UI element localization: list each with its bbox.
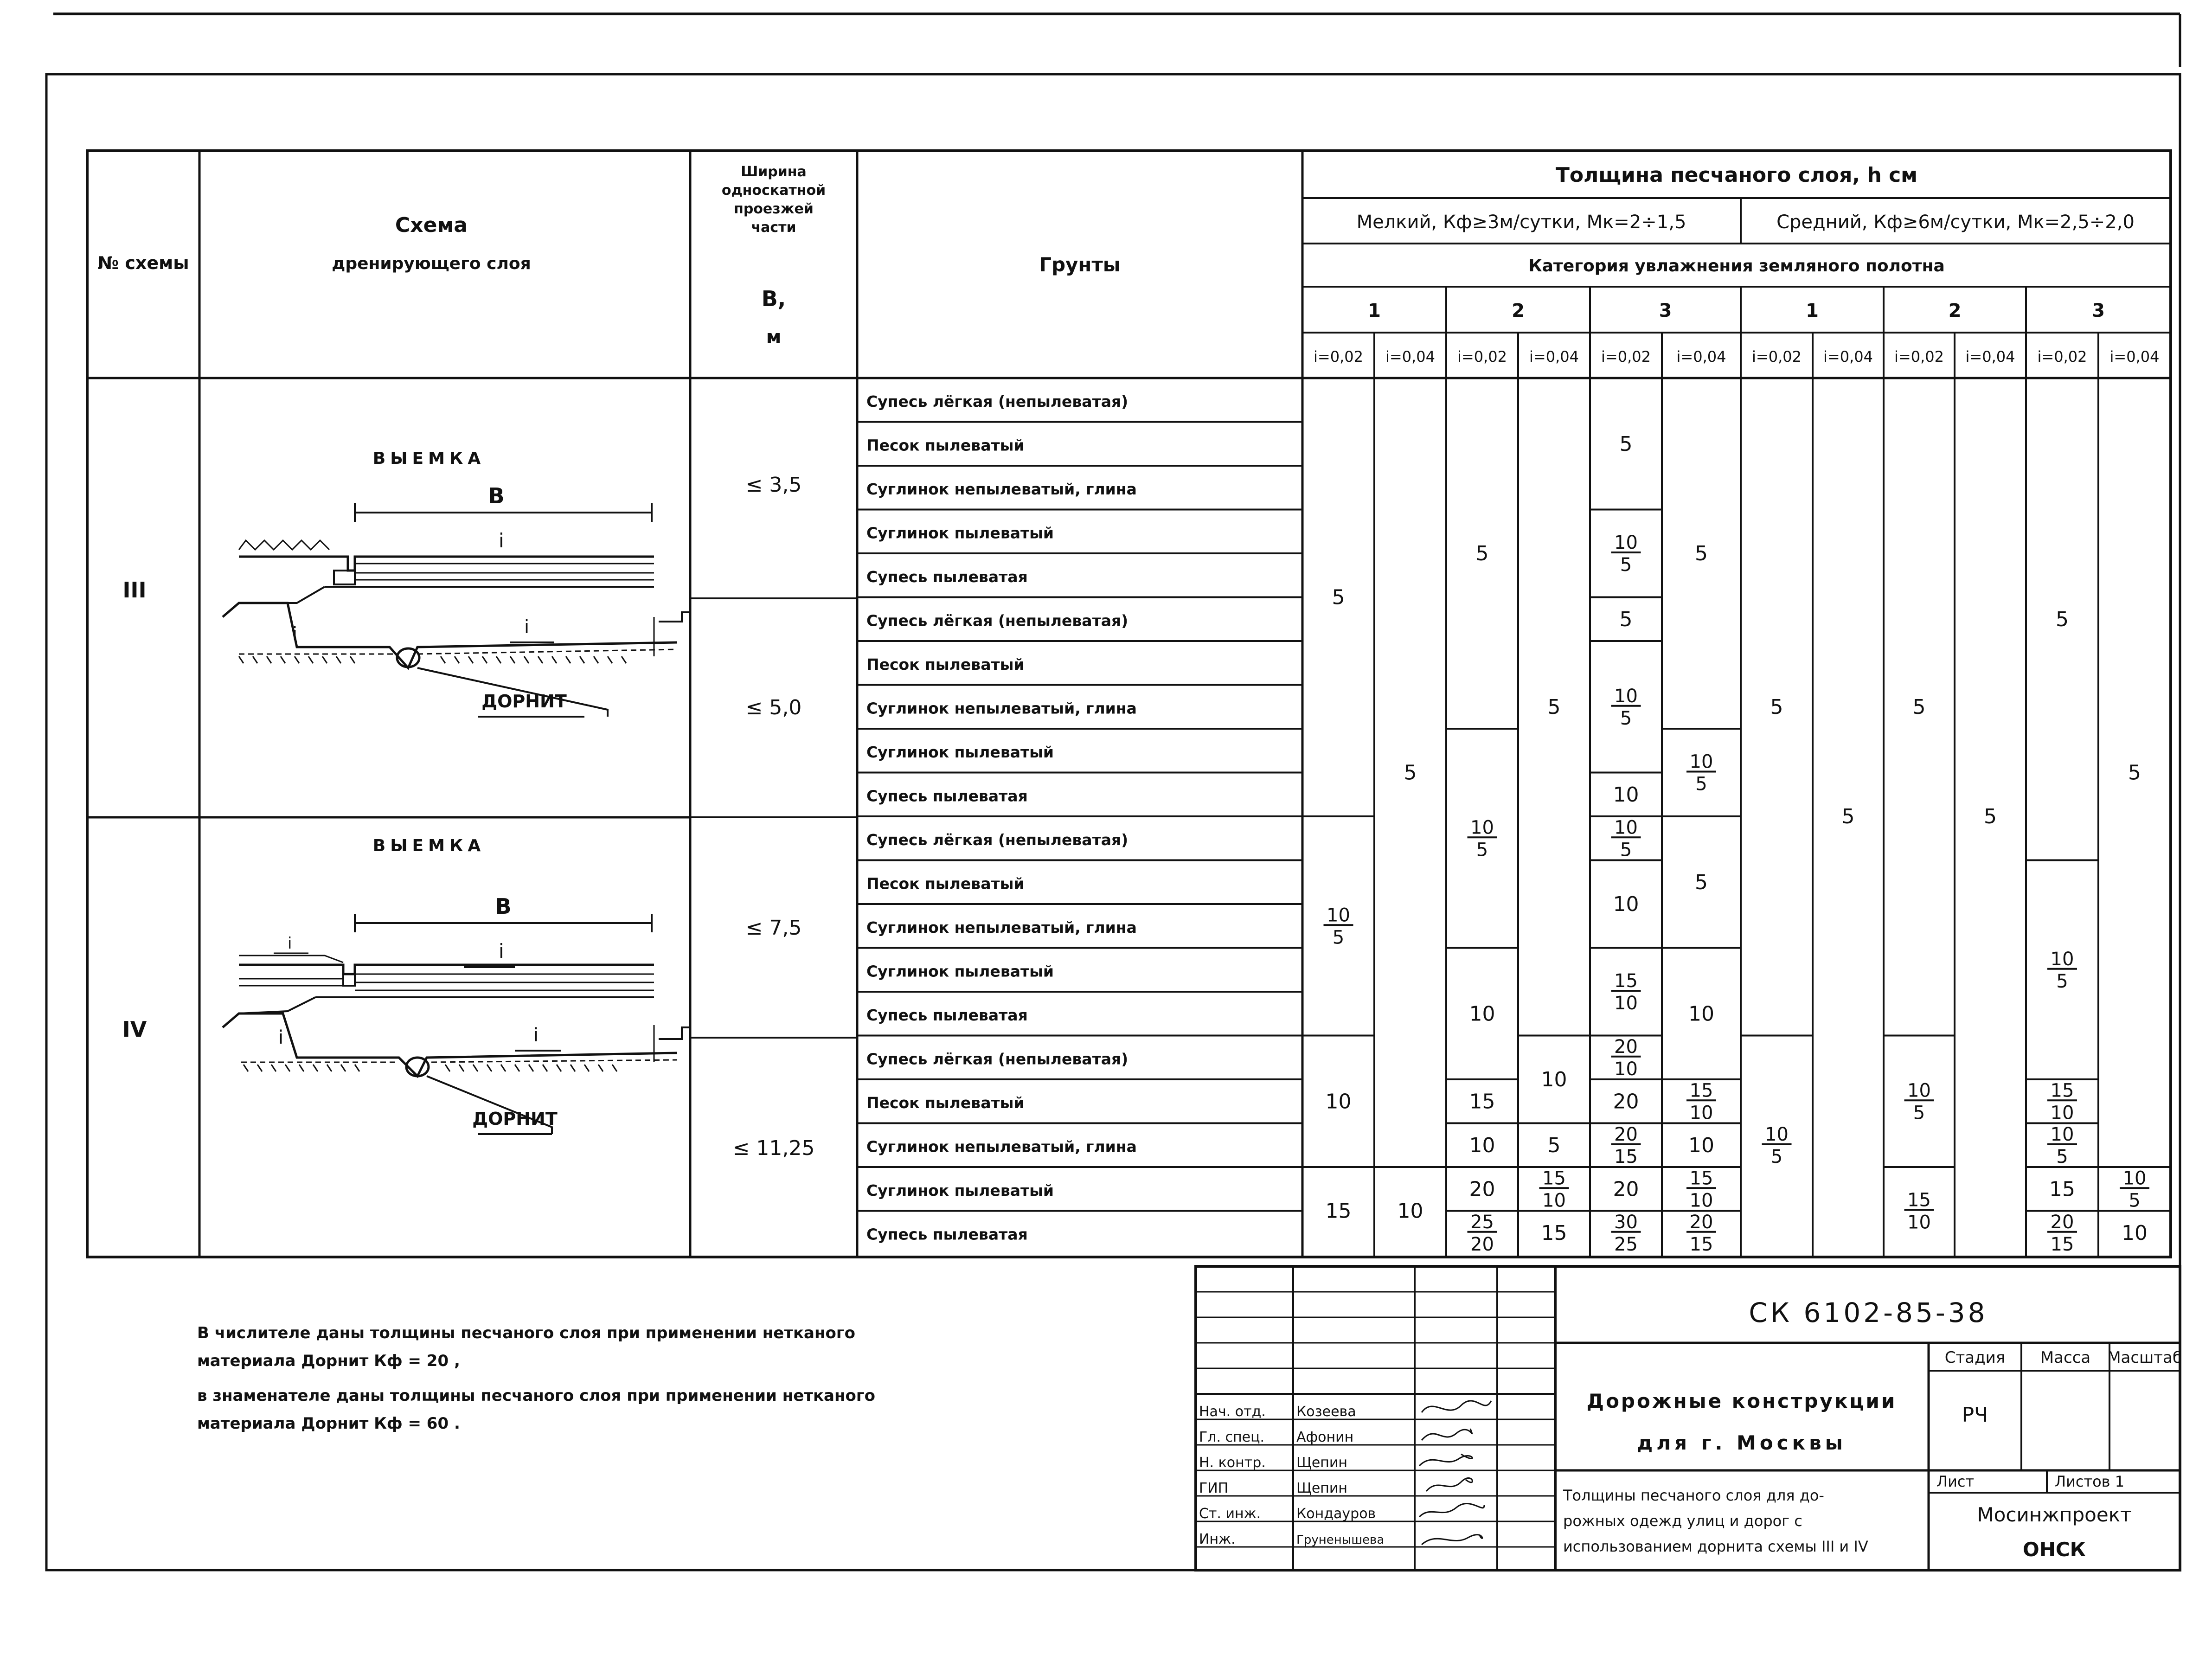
soil-name: Суглинок пылеватый [866,743,1054,761]
header-width-unit: м [766,327,782,348]
person-name: Щепин [1296,1455,1347,1471]
fraction-value [1686,1080,1716,1123]
soil-name: Песок пылеватый [866,655,1025,674]
category-number: 3 [2092,300,2105,321]
thickness-value: 10 [1688,1002,1714,1026]
numerator: 30 [1614,1211,1638,1233]
thickness-value: 5 [1912,695,1926,719]
numerator: 10 [2122,1167,2147,1189]
denominator: 5 [1695,773,1707,795]
numerator: 25 [1470,1211,1494,1233]
soil-name: Песок пылеватый [866,436,1025,455]
denominator: 5 [1332,927,1345,949]
person-name: Козеева [1296,1404,1356,1420]
slope-header: i=0,02 [1457,348,1507,366]
soil-name: Суглинок непылеватый, глина [866,1137,1137,1156]
numerator: 10 [2050,1123,2074,1145]
sheet-label: Лист [1936,1473,1975,1490]
soil-name: Суглинок пылеватый [866,1181,1054,1200]
fraction-value [1611,1124,1641,1167]
numerator: 10 [1327,904,1350,926]
notes [197,1324,875,1433]
soil-name: Суглинок непылеватый, глина [866,480,1137,498]
denominator: 5 [2056,970,2068,992]
category-number: 1 [1806,300,1819,321]
denominator: 10 [1542,1190,1566,1212]
denominator: 15 [1689,1233,1713,1255]
thickness-value: 5 [1547,695,1561,719]
table-header [97,163,2159,366]
fraction-value [1762,1124,1792,1167]
role-label: Гл. спец. [1199,1429,1265,1445]
slope-letter: i [278,1027,284,1048]
thickness-value: 10 [1469,1133,1495,1157]
numerator: 20 [2050,1211,2074,1233]
category-number: 1 [1368,300,1381,321]
note-line: материала Дорнит Кф = 60 . [197,1414,460,1433]
denominator: 5 [2056,1146,2068,1167]
slope-header: i=0,04 [1529,348,1579,366]
stamp-subtitle-2: рожных одежд улиц и дорог с [1563,1512,1802,1530]
header-soils: Грунты [1039,253,1121,276]
thickness-value: 5 [1770,695,1783,719]
thickness-value: 15 [1541,1221,1567,1245]
scheme-number-iii: III [122,577,147,603]
fraction-value [2047,1124,2077,1167]
stamp-subtitle-3: использованием дорнита схемы III и IV [1563,1538,1868,1555]
role-label: Нач. отд. [1199,1404,1266,1420]
thickness-value: 5 [1475,542,1489,565]
thickness-value: 5 [1404,761,1417,785]
soil-name: Песок пылеватый [866,874,1025,893]
slope-header: i=0,04 [1385,348,1435,366]
thickness-value: 10 [2122,1221,2148,1245]
thickness-value: 10 [1469,1002,1495,1026]
cut-label: ВЫЕМКА [372,449,486,468]
role-label: Инж. [1199,1531,1236,1547]
category-number: 3 [1659,300,1672,321]
width-value: ≤ 7,5 [745,916,802,940]
scheme-drawing-iv [223,836,689,1134]
dornit-label: ДОРНИТ [481,691,567,712]
slope-header: i=0,04 [1676,348,1726,366]
fraction-value [1904,1080,1934,1123]
numerator: 20 [1614,1123,1638,1145]
denominator: 5 [1913,1102,1925,1124]
fraction-value [1611,686,1641,729]
person-name: Афонин [1296,1429,1354,1445]
thickness-value: 5 [1984,805,1997,828]
role-label: Н. контр. [1199,1455,1266,1471]
slope-letter: i [499,529,504,552]
soil-name: Супесь пылеватая [866,568,1028,586]
scheme-numbers [122,577,147,1042]
header-sand-medium: Средний, Кф≥6м/сутки, Мк=2,5÷2,0 [1776,212,2135,233]
slope-header: i=0,02 [1752,348,1802,366]
slope-letter: i [524,616,530,638]
denominator: 5 [1476,839,1488,861]
person-name: Груненышева [1296,1533,1385,1547]
fraction-value [1686,1212,1716,1255]
numerator: 15 [1542,1167,1566,1189]
denominator: 15 [2050,1233,2074,1255]
width-letter: В [488,483,505,508]
thickness-value: 5 [1547,1133,1561,1157]
thickness-value: 5 [1619,432,1633,456]
fraction-value [1324,904,1353,948]
thickness-value: 5 [1841,805,1855,828]
thickness-value: 10 [1541,1068,1567,1091]
thickness-value: 10 [1613,783,1639,807]
fraction-value [1468,1212,1497,1255]
header-category: Категория увлажнения земляного полотна [1528,257,1945,276]
slope-header: i=0,02 [2037,348,2087,366]
organization-name: Мосинжпроект [1977,1503,2132,1526]
fraction-value [1611,817,1641,860]
fraction-value [2047,949,2077,992]
person-name: Щепин [1296,1480,1347,1496]
numerator: 15 [2050,1080,2074,1102]
scale-label: Масштаб [2107,1348,2182,1367]
thickness-value: 5 [2128,761,2141,785]
denominator: 20 [1470,1233,1494,1255]
numerator: 10 [1689,751,1713,773]
soil-name: Супесь лёгкая (непылеватая) [866,1050,1128,1068]
fraction-value [1686,1167,1716,1211]
thickness-value: 5 [1695,870,1708,894]
header-width-3: проезжей [734,201,814,217]
soil-names [866,392,1137,1244]
denominator: 5 [1620,839,1632,861]
thickness-value: 10 [1688,1133,1714,1157]
soil-name: Супесь лёгкая (непылеватая) [866,611,1128,630]
slope-header: i=0,02 [1314,348,1363,366]
fraction-value [1468,817,1497,860]
fraction-value [1611,532,1641,576]
soil-name: Суглинок непылеватый, глина [866,918,1137,937]
soil-name: Суглинок пылеватый [866,962,1054,981]
fraction-value [1611,1212,1641,1255]
numerator: 15 [1689,1080,1713,1102]
organization-unit: ОНСК [2022,1538,2086,1561]
denominator: 10 [1614,993,1638,1014]
header-scheme-title-2: дренирующего слоя [332,254,531,273]
header-scheme-no: № схемы [97,253,189,273]
note-line: материала Дорнит Кф = 20 , [197,1352,460,1370]
thickness-value: 10 [1397,1199,1423,1223]
slope-letter: i [499,940,504,962]
scheme-drawing-iii [223,449,689,717]
slope-letter: i [292,623,298,645]
denominator: 5 [1770,1146,1783,1167]
soil-name: Супесь пылеватая [866,1225,1028,1244]
denominator: 10 [1907,1212,1931,1233]
signature-marks [1419,1401,1491,1545]
stage-value: РЧ [1962,1403,1988,1427]
fraction-value [1539,1167,1569,1211]
soil-name: Супесь лёгкая (непылеватая) [866,392,1128,411]
denominator: 10 [2050,1102,2074,1124]
width-letter: В [495,894,512,919]
numerator: 10 [1470,817,1494,839]
thickness-value: 5 [1619,607,1633,631]
title-block [1196,1266,2182,1570]
header-thickness: Толщина песчаного слоя, h см [1555,163,1918,187]
denominator: 10 [1689,1102,1713,1124]
note-line: в знаменателе даны толщины песчаного слоя при применении нетканого [197,1386,875,1405]
denominator: 10 [1614,1058,1638,1080]
role-label: Ст. инж. [1199,1506,1261,1522]
thickness-value: 20 [1469,1177,1495,1201]
soil-name: Супесь пылеватая [866,787,1028,805]
thickness-value: 15 [2049,1177,2075,1201]
fraction-value [1611,1036,1641,1080]
soil-name: Супесь пылеватая [866,1006,1028,1024]
fraction-value [2047,1080,2077,1123]
denominator: 5 [1620,554,1632,576]
numerator: 10 [1614,685,1638,707]
fraction-value [2047,1212,2077,1255]
sheets-label: Листов 1 [2055,1473,2125,1490]
width-value: ≤ 11,25 [732,1136,815,1160]
thickness-value: 5 [1695,542,1708,565]
numerator: 20 [1689,1211,1713,1233]
header-width-4: части [751,219,796,236]
note-line: В числителе даны толщины песчаного слоя при применении нетканого [197,1324,855,1342]
denominator: 15 [1614,1146,1638,1167]
thickness-value: 20 [1613,1177,1639,1201]
width-value: ≤ 5,0 [745,696,802,719]
numerator: 15 [1689,1167,1713,1189]
scheme-number-iv: IV [122,1017,147,1042]
soil-name: Песок пылеватый [866,1094,1025,1112]
header-width-2: односкатной [721,182,826,199]
numerator: 15 [1907,1189,1931,1211]
header-scheme-title-1: Схема [395,213,468,237]
numerator: 10 [1907,1080,1931,1102]
soil-name: Суглинок пылеватый [866,524,1054,542]
thickness-value: 5 [1332,585,1345,609]
soil-name: Супесь лёгкая (непылеватая) [866,831,1128,849]
numerator: 15 [1614,970,1638,992]
denominator: 5 [1620,707,1632,729]
slope-letter: i [533,1025,539,1046]
thickness-value: 20 [1613,1090,1639,1114]
stamp-title-2: для г. Москвы [1637,1431,1847,1454]
cut-label: ВЫЕМКА [372,836,486,855]
header-width-symbol: В, [761,286,786,311]
fraction-value [1904,1190,1934,1233]
slope-header: i=0,04 [1823,348,1873,366]
numerator: 10 [1765,1123,1789,1145]
denominator: 25 [1614,1233,1638,1255]
stage-label: Стадия [1944,1348,2006,1367]
slope-header: i=0,04 [2109,348,2160,366]
mass-label: Масса [2040,1348,2091,1367]
numerator: 20 [1614,1036,1638,1058]
numerator: 10 [1614,532,1638,553]
thickness-value: 15 [1469,1090,1495,1114]
slope-header: i=0,02 [1894,348,1944,366]
numerator: 10 [1614,817,1638,839]
slope-header: i=0,04 [1965,348,2015,366]
numerator: 10 [2050,948,2074,970]
slope-header: i=0,02 [1601,348,1651,366]
fraction-value [2120,1167,2149,1211]
header-width-1: Ширина [741,164,807,180]
width-value: ≤ 3,5 [745,473,802,497]
person-name: Кондауров [1296,1506,1376,1522]
document-code: СК 6102-85-38 [1749,1297,1988,1328]
thickness-value: 15 [1325,1199,1352,1223]
fraction-value [1686,751,1716,795]
thickness-value: 10 [1613,892,1639,916]
soil-name: Суглинок непылеватый, глина [866,699,1137,718]
denominator: 5 [2129,1190,2141,1212]
category-number: 2 [1948,300,1962,321]
thickness-value: 10 [1325,1090,1352,1114]
header-sand-fine: Мелкий, Кф≥3м/сутки, Мк=2÷1,5 [1356,212,1686,233]
role-label: ГИП [1199,1480,1229,1496]
stamp-subtitle-1: Толщины песчаного слоя для до- [1563,1487,1824,1504]
fraction-value [1611,970,1641,1014]
category-number: 2 [1512,300,1525,321]
denominator: 10 [1689,1190,1713,1212]
slope-letter: i [288,934,292,953]
thickness-value: 5 [2056,607,2069,631]
stamp-title-1: Дорожные конструкции [1586,1390,1897,1412]
dornit-label: ДОРНИТ [472,1109,558,1129]
